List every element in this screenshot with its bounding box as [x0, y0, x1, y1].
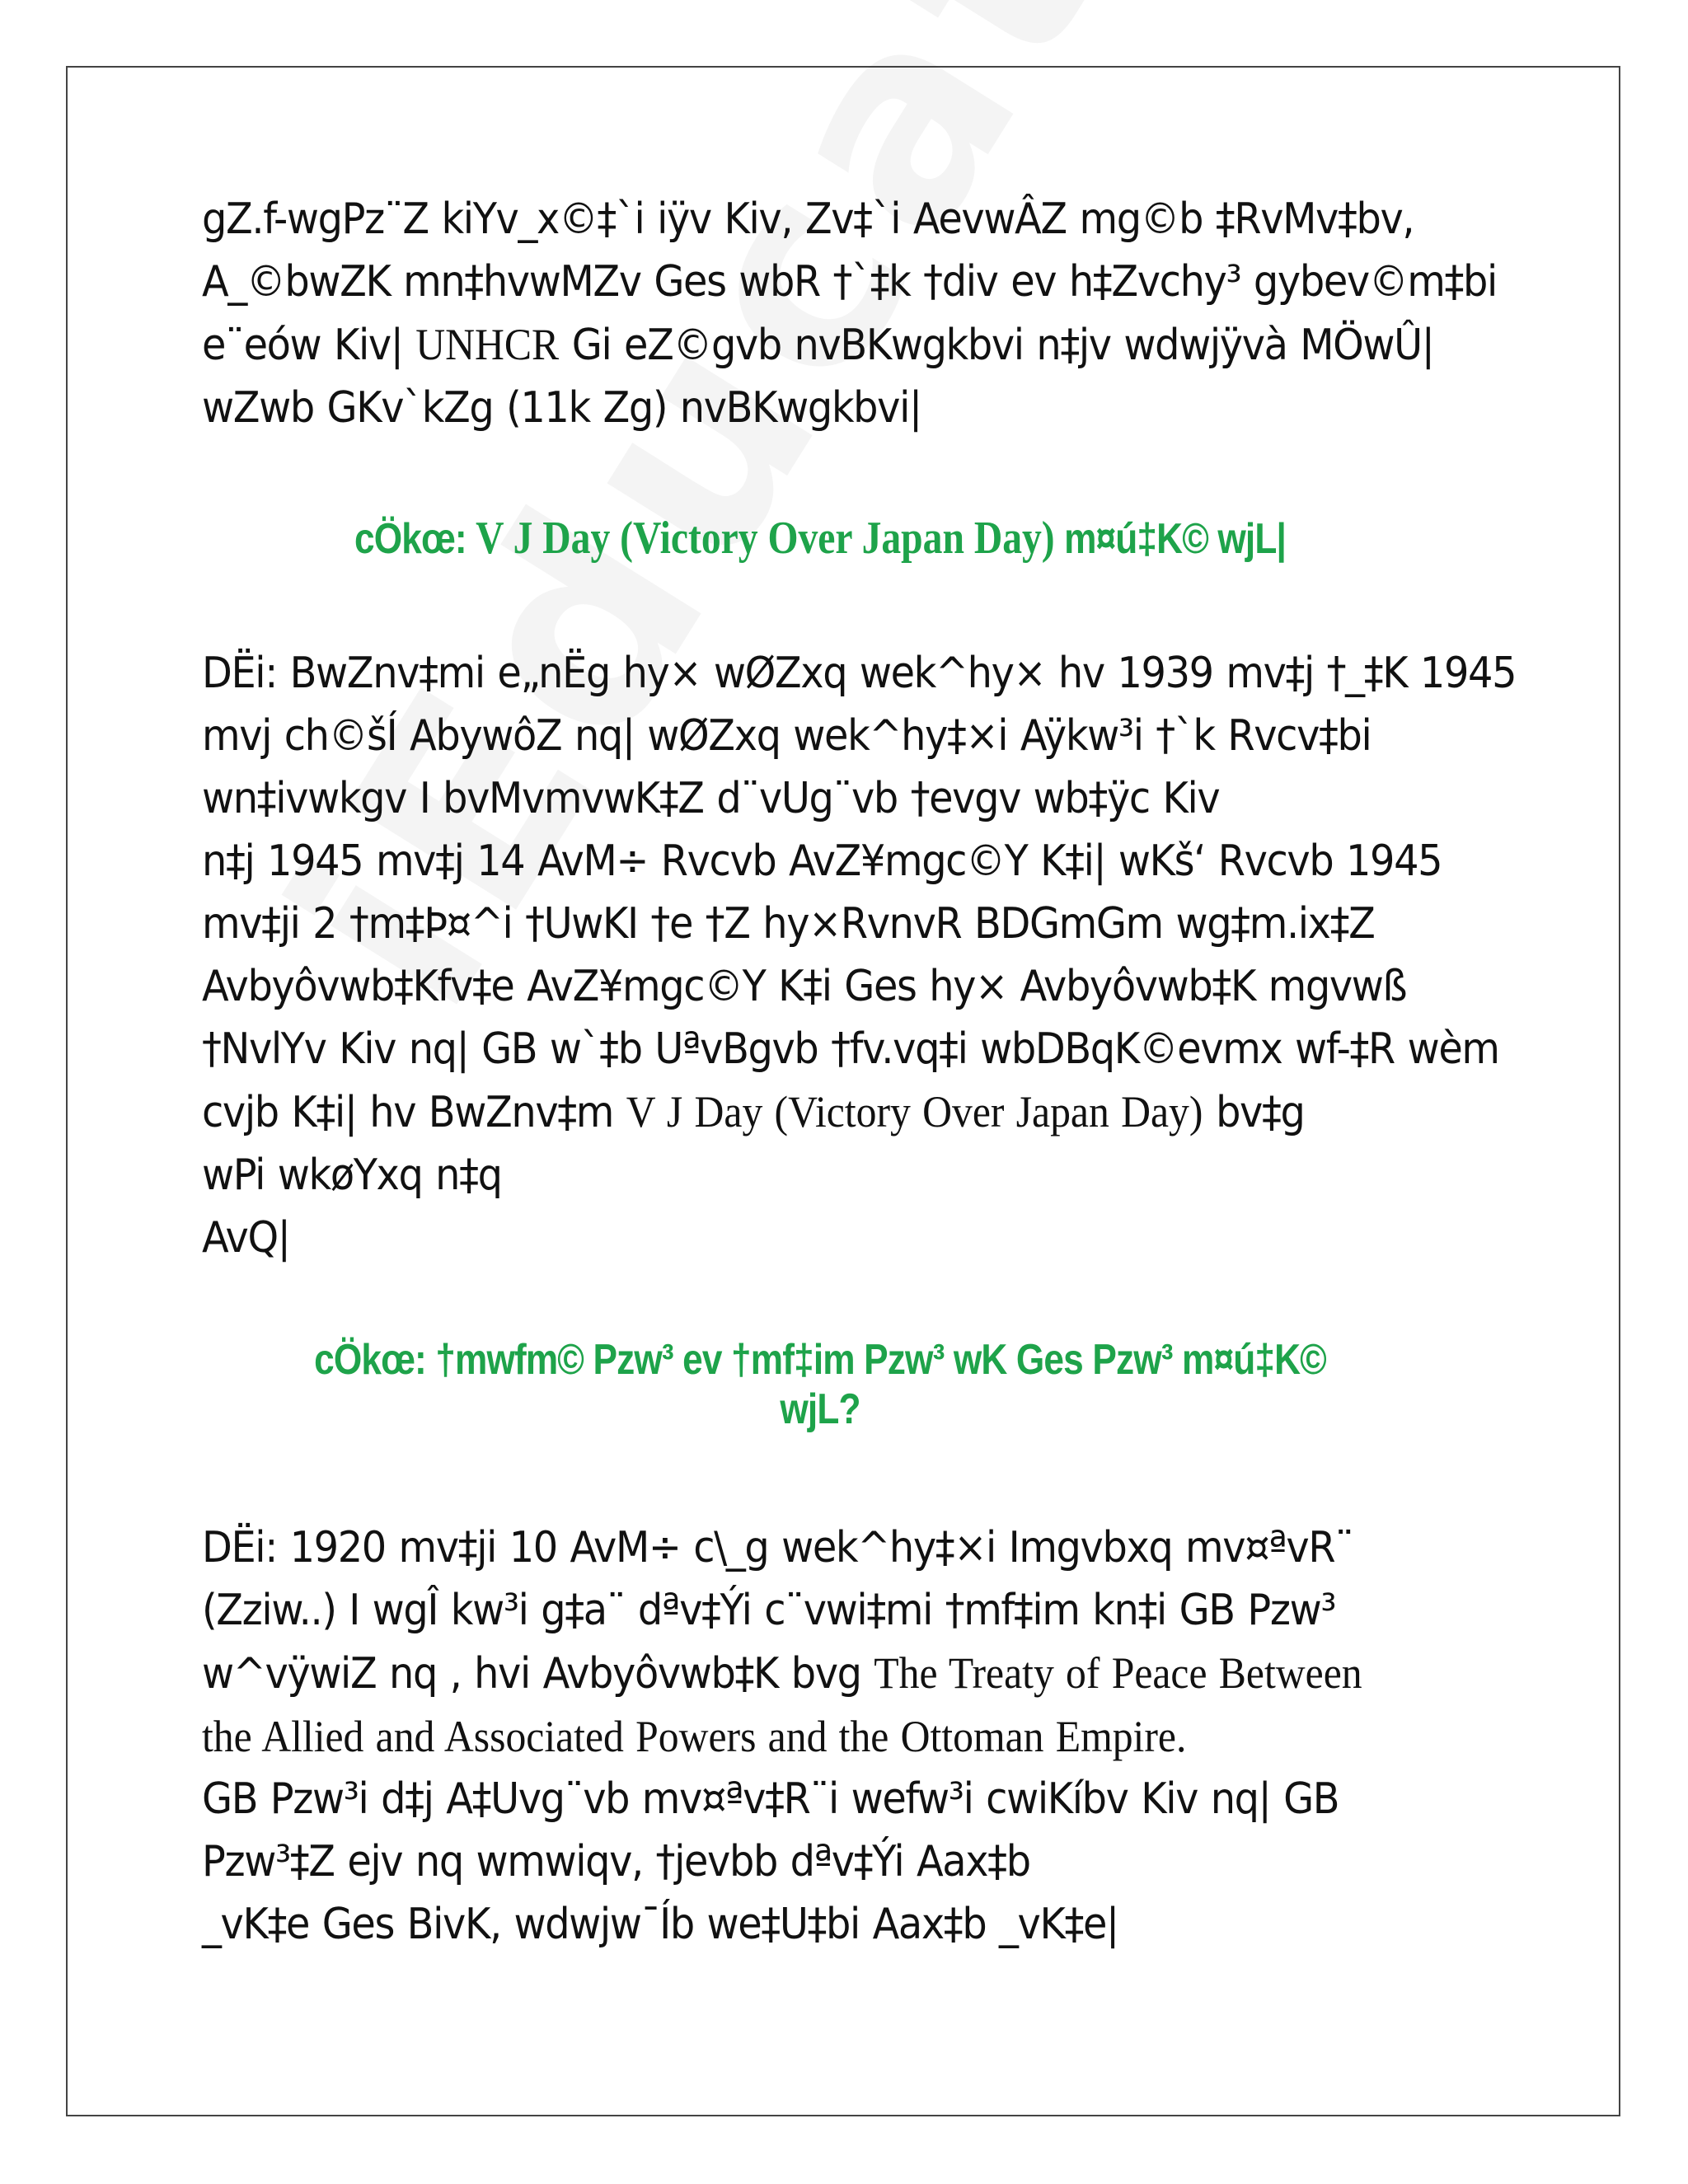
text-run-serif: UNHCR: [415, 320, 560, 369]
text-line: GB Pzw³i d‡j A‡Uvg¨vb mv¤ªv‡R¨i wefw³i cwiKíbv Kiv nq| GB: [202, 1774, 1339, 1824]
text-run-serif: V J Day (Victory Over Japan Day): [626, 1087, 1203, 1137]
text-line: mvj ch©šÍ AbywôZ nq| wØZxq wek^hy‡×i Aÿkw³i †`k Rvcv‡bi: [202, 711, 1372, 761]
text-run: w^vÿwiZ nq , hvi Avbyôvwb‡K bvg: [202, 1649, 861, 1699]
text-line: _vK‡e Ges BivK, wdwjw¯Íb we‡U‡bi Aax‡b _vK‡e|: [202, 1900, 1118, 1949]
paragraph-3: [202, 1516, 1438, 1956]
question-heading-2: [295, 1335, 1346, 1434]
text-run: bv‡g: [1216, 1088, 1305, 1137]
heading-prefix: cÖkœ:: [354, 515, 467, 563]
text-line: DËi: BwZnv‡mi e„nËg hy× wØZxq wek^hy× hv 1939 mv‡j †_‡K 1945: [202, 649, 1517, 698]
text-line: [202, 1642, 1438, 1705]
text-line: Avbyôvwb‡Kfv‡e AvZ¥mgc©Y K‡i Ges hy× Avbyôvwb‡K mgvwß: [202, 962, 1407, 1011]
text-line: wn‡ivwkgv I bvMvmvwK‡Z d¨vUg¨vb †evgv wb‡ÿc Kiv: [202, 774, 1220, 823]
text-line: DËi: 1920 mv‡ji 10 AvM÷ c\_g wek^hy‡×i Imgvbxq mv¤ªvR¨: [202, 1523, 1353, 1572]
paragraph-1: [202, 188, 1497, 439]
text-line: wPi wkøYxq n‡q: [202, 1151, 502, 1200]
text-run: e¨eów Kiv|: [202, 321, 403, 370]
text-line: wZwb GKv`kZg (11k Zg) nvBKwgkbvi|: [202, 383, 921, 433]
text-line: †NvlYv Kiv nq| GB w`‡b UªvBgvb †fv.vq‡i wbDBqK©evmx wf-‡R wèm: [202, 1024, 1499, 1074]
text-line: [202, 313, 1438, 377]
text-line: A_©bwZK mn‡hvwMZv Ges wbR †`‡k †div ev h‡Zvchy³ gybev©m‡bi: [202, 257, 1497, 307]
text-line: [202, 1080, 1438, 1144]
heading-suffix: m¤ú‡K© wjL|: [1064, 515, 1286, 563]
text-line: n‡j 1945 mv‡j 14 AvM÷ Rvcvb AvZ¥mgc©Y K‡i| wKš‘ Rvcvb 1945: [202, 837, 1442, 886]
heading-text: cÖkœ: †mwfm© Pzw³ ev †mf‡im Pzw³ wK Ges Pzw³ m¤ú‡K© wjL?: [314, 1336, 1326, 1433]
paragraph-2: [202, 642, 1517, 1269]
text-line: (Zziw..) I wgÎ kw³i g‡a¨ dªv‡Ýi c¨vwi‡mi †mf‡im kn‡i GB Pzw³: [202, 1586, 1336, 1635]
text-line: Pzw³‡Z ejv nq wmwiqv, †jevbb dªv‡Ýi Aax‡b: [202, 1837, 1030, 1886]
text-line: mv‡ji 2 †m‡Þ¤^i †UwKI †e †Z hy×RvnvR BDGmGm wg‡m.ix‡Z: [202, 899, 1375, 949]
text-run-serif: The Treaty of Peace Between: [874, 1648, 1362, 1698]
text-run: Gi eZ©gvb nvBKwgkbvi n‡jv wdwjÿvà MÖwÛ|: [571, 321, 1434, 370]
text-line: AvQ|: [202, 1213, 290, 1263]
question-heading-1: [295, 512, 1346, 565]
text-line-serif: the Allied and Associated Powers and the Ottoman Empire.: [202, 1712, 1187, 1761]
document-body: [202, 188, 1517, 1956]
text-line: gZ.f-wgPz¨Z kiYv_x©‡`i iÿv Kiv, Zv‡`i AevwÂZ mg©b ‡RvMv‡bv,: [202, 194, 1414, 244]
heading-english: V J Day (Victory Over Japan Day): [476, 513, 1055, 564]
text-run: cvjb K‡i| hv BwZnv‡m: [202, 1088, 614, 1137]
